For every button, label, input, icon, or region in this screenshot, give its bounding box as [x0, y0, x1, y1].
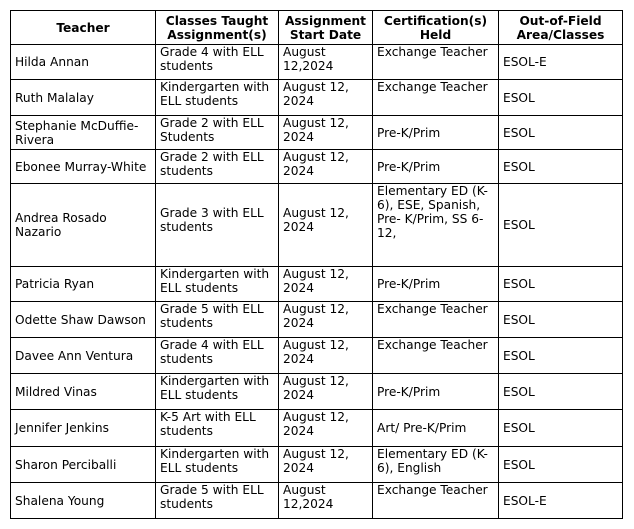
start-date: August 12, 2024 — [279, 410, 373, 447]
certifications: Art/ Pre-K/Prim — [373, 410, 499, 447]
classes-taught: Grade 4 with ELL students — [156, 45, 279, 80]
teacher-assignment-table — [10, 10, 623, 519]
header-teacher: Teacher — [11, 11, 156, 45]
classes-taught: Grade 3 with ELL students — [156, 184, 279, 267]
out-of-field: ESOL — [499, 410, 623, 447]
start-date: August 12, 2024 — [279, 447, 373, 483]
certifications: Exchange Teacher — [373, 483, 499, 519]
teacher-name: Patricia Ryan — [11, 267, 156, 302]
table-row — [11, 302, 623, 338]
classes-taught: Kindergarten with ELL students — [156, 267, 279, 302]
out-of-field: ESOL — [499, 338, 623, 374]
table-row — [11, 45, 623, 80]
start-date: August 12, 2024 — [279, 302, 373, 338]
out-of-field: ESOL — [499, 80, 623, 116]
start-date: August 12,2024 — [279, 483, 373, 519]
classes-taught: Grade 5 with ELL students — [156, 302, 279, 338]
table-row — [11, 338, 623, 374]
out-of-field: ESOL-E — [499, 483, 623, 519]
teacher-name: Ebonee Murray-White — [11, 150, 156, 184]
teacher-name: Stephanie McDuffie-Rivera — [11, 116, 156, 150]
table-row — [11, 116, 623, 150]
start-date: August 12, 2024 — [279, 184, 373, 267]
start-date: August 12, 2024 — [279, 338, 373, 374]
certifications: Elementary ED (K-6), ESE, Spanish, Pre- K/Prim, SS 6-12, — [373, 184, 499, 267]
start-date: August 12, 2024 — [279, 80, 373, 116]
classes-taught: Kindergarten with ELL students — [156, 447, 279, 483]
table-row — [11, 374, 623, 410]
teacher-name: Davee Ann Ventura — [11, 338, 156, 374]
start-date: August 12, 2024 — [279, 116, 373, 150]
start-date: August 12, 2024 — [279, 267, 373, 302]
classes-taught: Grade 2 with ELL students — [156, 150, 279, 184]
header-out-of-field-area: Out-of-Field Area/Classes — [499, 11, 623, 45]
start-date: August 12, 2024 — [279, 150, 373, 184]
out-of-field: ESOL — [499, 267, 623, 302]
out-of-field: ESOL — [499, 302, 623, 338]
header-classes-taught: Classes Taught Assignment(s) — [156, 11, 279, 45]
teacher-name: Jennifer Jenkins — [11, 410, 156, 447]
out-of-field: ESOL — [499, 447, 623, 483]
certifications: Elementary ED (K-6), English — [373, 447, 499, 483]
start-date: August 12,2024 — [279, 45, 373, 80]
certifications: Pre-K/Prim — [373, 374, 499, 410]
classes-taught: Grade 5 with ELL students — [156, 483, 279, 519]
classes-taught: Kindergarten with ELL students — [156, 80, 279, 116]
out-of-field: ESOL — [499, 150, 623, 184]
out-of-field: ESOL — [499, 184, 623, 267]
teacher-name: Odette Shaw Dawson — [11, 302, 156, 338]
header-row — [11, 11, 623, 45]
header-assignment-start-date: Assignment Start Date — [279, 11, 373, 45]
teacher-name: Andrea Rosado Nazario — [11, 184, 156, 267]
teacher-name: Sharon Perciballi — [11, 447, 156, 483]
classes-taught: Kindergarten with ELL students — [156, 374, 279, 410]
classes-taught: Grade 2 with ELL Students — [156, 116, 279, 150]
classes-taught: Grade 4 with ELL students — [156, 338, 279, 374]
table-row — [11, 410, 623, 447]
out-of-field: ESOL — [499, 374, 623, 410]
certifications: Exchange Teacher — [373, 45, 499, 80]
table-row — [11, 267, 623, 302]
classes-taught: K-5 Art with ELL students — [156, 410, 279, 447]
table-row — [11, 150, 623, 184]
teacher-name: Shalena Young — [11, 483, 156, 519]
certifications: Pre-K/Prim — [373, 116, 499, 150]
certifications: Pre-K/Prim — [373, 267, 499, 302]
header-certifications-held: Certification(s) Held — [373, 11, 499, 45]
certifications: Exchange Teacher — [373, 80, 499, 116]
table-row — [11, 447, 623, 483]
certifications: Exchange Teacher — [373, 338, 499, 374]
out-of-field: ESOL — [499, 116, 623, 150]
out-of-field: ESOL-E — [499, 45, 623, 80]
teacher-name: Hilda Annan — [11, 45, 156, 80]
teacher-name: Ruth Malalay — [11, 80, 156, 116]
table-row — [11, 483, 623, 519]
teacher-name: Mildred Vinas — [11, 374, 156, 410]
certifications: Exchange Teacher — [373, 302, 499, 338]
certifications: Pre-K/Prim — [373, 150, 499, 184]
table-row — [11, 80, 623, 116]
table-row — [11, 184, 623, 267]
start-date: August 12, 2024 — [279, 374, 373, 410]
